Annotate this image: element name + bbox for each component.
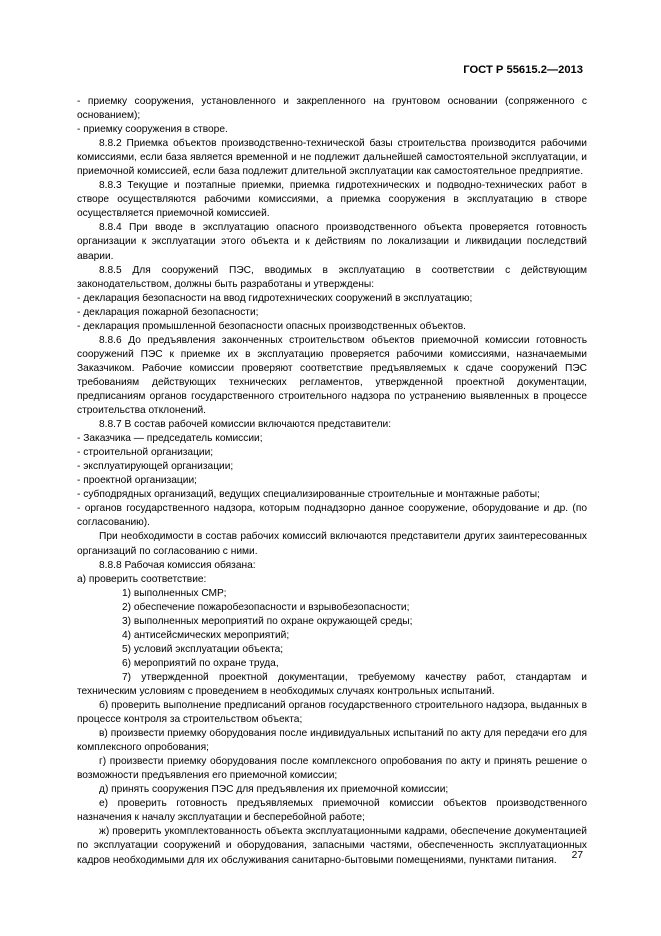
paragraph: 3) выполненных мероприятий по охране окружающей среды;	[122, 615, 413, 627]
paragraph: 6) мероприятий по охране труда,	[122, 657, 279, 669]
paragraph: - декларация безопасности на ввод гидротехнических сооружений в эксплуатацию;	[77, 292, 473, 304]
paragraph: При необходимости в состав рабочих комиссий включаются представители других заинтересованных организаций по согласованию с ними.	[77, 531, 587, 557]
paragraph: 2) обеспечение пожаробезопасности и взрывобезопасности;	[122, 601, 410, 613]
paragraph: 8.8.4 При вводе в эксплуатацию опасного производственного объекта проверяется готовность организации к эксплуатации этого объекта и к действиям по локализации и ликвидации последствий аварии.	[77, 222, 587, 262]
paragraph: ж) проверить укомплектованность объекта эксплуатационными кадрами, обеспечение документацией по эксплуатации сооружений и оборудования, запасными частями, обеспеченность эксплуатационных кадров необходимыми для их обслуживания санитарно-бытовыми помещениями, пунктами питания.	[77, 826, 587, 866]
page-number: 27	[571, 850, 583, 861]
paragraph: - органов государственного надзора, которым поднадзорно данное сооружение, оборудование и др. (по согласованию).	[77, 503, 587, 529]
paragraph: - приемку сооружения, установленного и закрепленного на грунтовом основании (сопряженного с основанием);	[77, 96, 587, 122]
paragraph: 8.8.7 В состав рабочей комиссии включаются представители:	[99, 419, 392, 431]
paragraph: - Заказчика — председатель комиссии;	[77, 433, 263, 445]
paragraph: 7) утвержденной проектной документации, требуемому качеству работ, стандартам и техническим условиям с проведением в необходимых случаях контрольных испытаний.	[77, 671, 587, 697]
paragraph: а) проверить соответствие:	[77, 573, 207, 585]
paragraph: - приемку сооружения в створе.	[77, 124, 228, 136]
paragraph: 5) условий эксплуатации объекта;	[122, 643, 284, 655]
document-body	[77, 95, 587, 868]
paragraph: в) произвести приемку оборудования после индивидуальных испытаний по акту для передачи его для комплексного опробования;	[77, 728, 587, 754]
paragraph: 8.8.3 Текущие и поэтапные приемки, приемка гидротехнических и подводно-технических работ в створе осуществляются рабочими комиссиями, а приемка сооружения в эксплуатацию в створе осуществляется приемочной комиссией.	[77, 180, 587, 220]
paragraph: д) принять сооружения ПЭС для предъявления их приемочной комиссии;	[99, 784, 449, 796]
paragraph: 8.8.6 До предъявления законченных строительством объектов приемочной комиссии готовность сооружений ПЭС к приемке их в эксплуатацию проверяется рабочими комиссиями, назначаемыми Заказчиком. Рабочие комиссии проверяют соответствие предъявляемых к сдаче сооружений ПЭС требованиям действующих технических регламентов, утвержденной проектной документации, предписаниям органов государственного строительного надзора по устранению выявленных в процессе строительства отклонений.	[77, 334, 587, 417]
paragraph: г) произвести приемку оборудования после комплексного опробования по акту и принять решение о возможности предъявления его приемочной комиссии;	[77, 756, 587, 782]
paragraph: 8.8.2 Приемка объектов производственно-технической базы строительства производится рабочими комиссиями, если база является временной и не подлежит дальнейшей самостоятельной эксплуатации, и приемочной комиссией, если база подлежит длительной эксплуатации как самостоятельное предприятие.	[77, 138, 587, 178]
paragraph: б) проверить выполнение предписаний органов государственного строительного надзора, выданных в процессе контроля за строительством объекта;	[77, 700, 587, 726]
paragraph: - эксплуатирующей организации;	[77, 461, 234, 473]
paragraph: - проектной организации;	[77, 475, 197, 487]
paragraph: 8.8.5 Для сооружений ПЭС, вводимых в эксплуатацию в соответствии с действующим законодательством, должны быть разработаны и утверждены:	[77, 264, 587, 290]
paragraph: 8.8.8 Рабочая комиссия обязана:	[99, 559, 256, 571]
paragraph: - субподрядных организаций, ведущих специализированные строительные и монтажные работы;	[77, 489, 540, 501]
paragraph: - декларация промышленной безопасности опасных производственных объектов.	[77, 320, 467, 332]
paragraph: - строительной организации;	[77, 447, 214, 459]
paragraph: 4) антисейсмических мероприятий;	[122, 629, 290, 641]
paragraph: 1) выполненных СМР;	[122, 587, 227, 599]
document-header: ГОСТ Р 55615.2—2013	[463, 64, 583, 76]
paragraph: е) проверить готовность предъявляемых приемочной комиссии объектов производственного назначения к началу эксплуатации и бесперебойной работе;	[77, 798, 587, 824]
paragraph: - декларация пожарной безопасности;	[77, 306, 259, 318]
